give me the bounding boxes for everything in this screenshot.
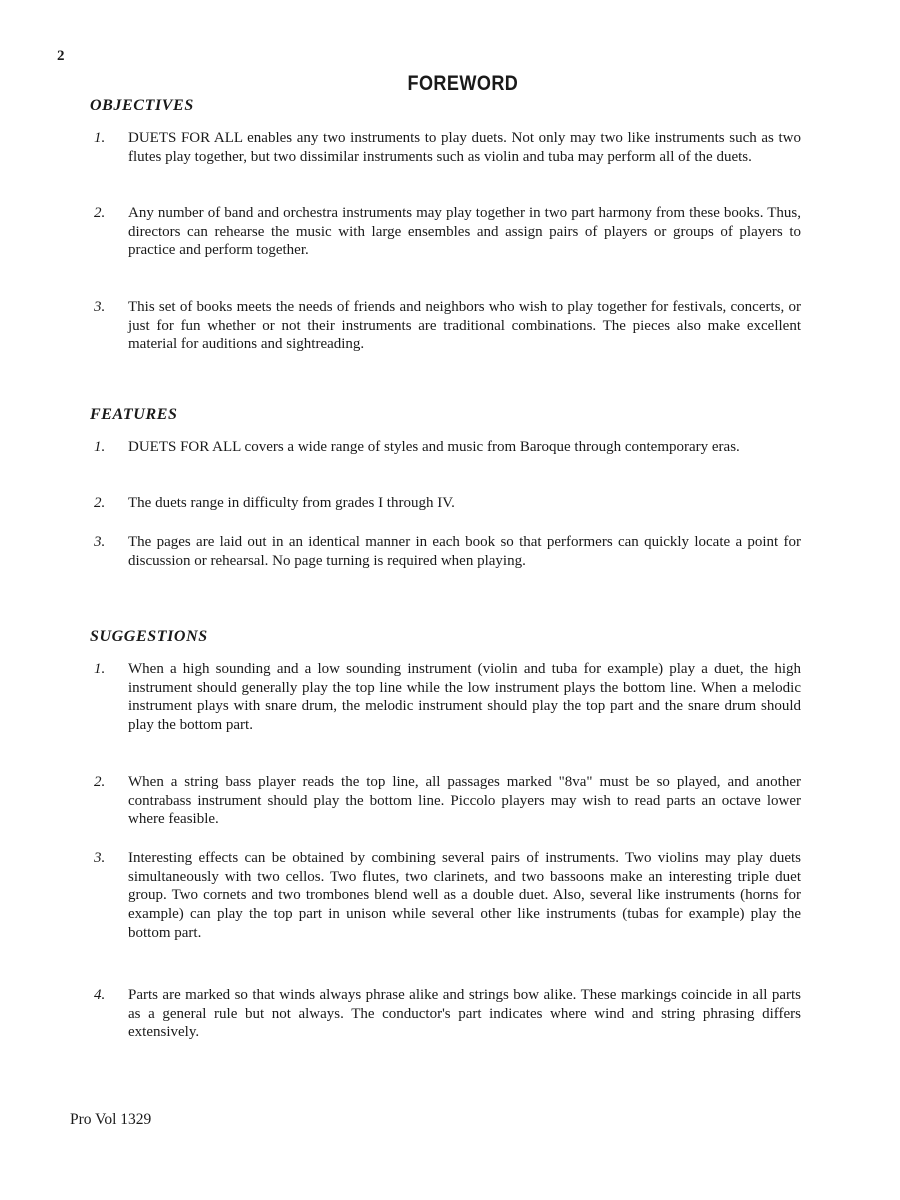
item-number: 3.	[94, 299, 106, 315]
item-number: 2.	[94, 495, 106, 511]
page-title: FOREWORD	[407, 72, 519, 95]
item-text: When a string bass player reads the top line, all passages marked "8va" must be so played, and another contrabass instrument should play the bottom line. Piccolo players may wish to read parts an octave lower where feasible.	[128, 774, 801, 828]
item-number: 2.	[94, 774, 106, 790]
item-text: This set of books meets the needs of friends and neighbors who wish to play together for festivals, concerts, or just for fun whether or not their instruments are traditional combinations. The pieces also make excellent material for auditions and sightreading.	[128, 299, 801, 353]
section-heading: OBJECTIVES	[90, 97, 194, 114]
item-text: DUETS FOR ALL enables any two instruments to play duets. Not only may two like instruments such as two flutes play together, but two dissimilar instruments such as violin and tuba may perform all of the duets.	[128, 130, 801, 165]
footer-catalog-number: Pro Vol 1329	[70, 1111, 152, 1128]
item-number: 1.	[94, 130, 106, 146]
item-text: The pages are laid out in an identical manner in each book so that performers can quickly locate a point for discussion or rehearsal. No page turning is required when playing.	[128, 534, 801, 569]
item-number: 1.	[94, 439, 106, 455]
item-number: 2.	[94, 205, 106, 221]
page-number: 2	[57, 48, 65, 64]
item-text: Interesting effects can be obtained by combining several pairs of instruments. Two violins may play duets simultaneously with two cellos. Two flutes, two clarinets, and two bassoons make an interesting triple duet group. Two cornets and two trombones blend well as a double duet. Also, several like instruments (horns for example) can play the top part in unison while several other like instruments (tubas for example) play the bottom part.	[128, 850, 801, 941]
item-number: 3.	[94, 534, 106, 550]
item-number: 3.	[94, 850, 106, 866]
item-number: 4.	[94, 987, 106, 1003]
item-text: When a high sounding and a low sounding instrument (violin and tuba for example) play a duet, the high instrument should generally play the top line while the low instrument plays the bottom line. When a melodic instrument plays with snare drum, the melodic instrument should play the top part and the snare drum should play the bottom part.	[128, 661, 801, 734]
section-heading: FEATURES	[90, 406, 178, 423]
section-heading: SUGGESTIONS	[90, 628, 208, 645]
item-text: Any number of band and orchestra instruments may play together in two part harmony from these books. Thus, directors can rehearse the music with large ensembles and assign pairs of players or groups of players to practice and perform together.	[128, 205, 801, 259]
item-text: Parts are marked so that winds always phrase alike and strings bow alike. These markings coincide in all parts as a general rule but not always. The conductor's part indicates where wind and string phrasing differs extensively.	[128, 987, 801, 1041]
item-text: The duets range in difficulty from grades I through IV.	[128, 495, 455, 511]
item-number: 1.	[94, 661, 106, 677]
item-text: DUETS FOR ALL covers a wide range of styles and music from Baroque through contemporary eras.	[128, 439, 740, 455]
